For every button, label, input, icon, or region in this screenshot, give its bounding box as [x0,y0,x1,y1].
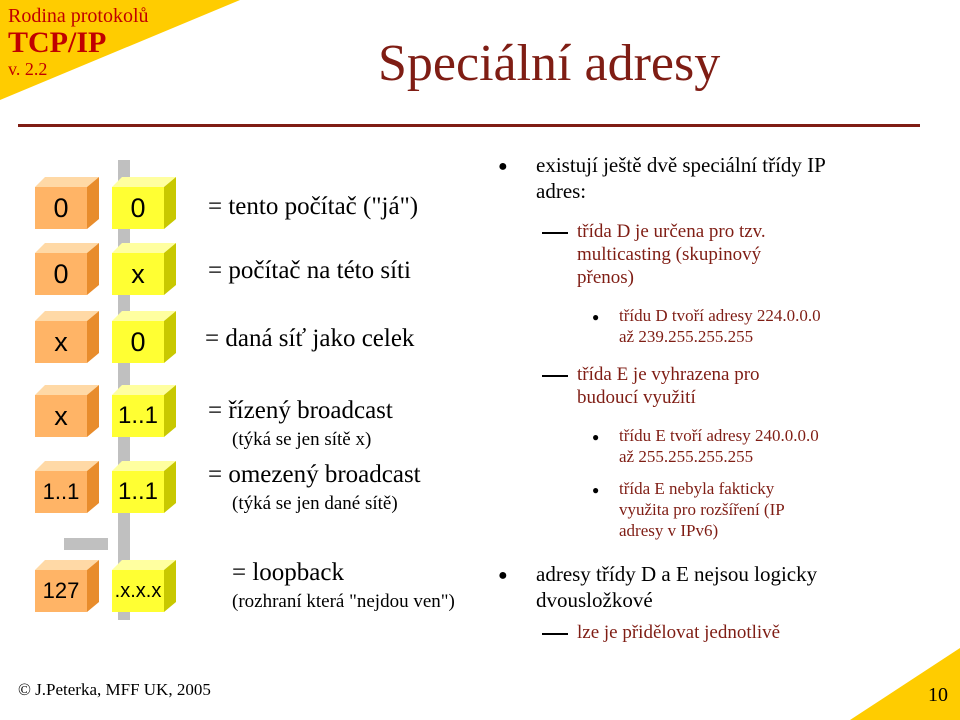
block-left: 0 [35,177,99,229]
row-description: = řízený broadcast [208,397,393,424]
dash-marker [542,375,568,377]
block-right: 1..1 [112,461,176,513]
dash-marker [542,633,568,635]
bullet-dot: ● [592,483,600,497]
block-right: 0 [112,311,176,363]
row-subdescription: (týká se jen dané sítě) [232,493,398,514]
row-subdescription: (týká se jen sítě x) [232,429,372,450]
block-left: 1..1 [35,461,99,513]
sub-bullet-text: třída D je určena pro tzv. multicasting (skupinový přenos) [577,221,766,288]
sub-bullet-text: lze je přidělovat jednotlivě [577,622,781,643]
dash-marker [542,232,568,234]
title-divider [18,124,920,127]
block-right: x [112,243,176,295]
sub-sub-bullet-text: třídu E tvoří adresy 240.0.0.0 až 255.255.255.255 [619,426,819,466]
sub-sub-bullet-text: třídu D tvoří adresy 224.0.0.0 až 239.255.255.255 [619,306,821,346]
bullet-dot: ● [592,310,600,324]
block-left: x [35,385,99,437]
row-description: = tento počítač ("já") [208,193,419,220]
block-left: 127 [35,560,99,612]
block-left: x [35,311,99,363]
block-left: 0 [35,243,99,295]
series-line-1: Rodina protokolů [8,5,149,27]
page-number: 10 [928,684,948,706]
series-line-2: TCP/IP [8,26,107,59]
bullet-text: adresy třídy D a E nejsou logicky dvousložkové [536,562,818,612]
bullet-dot: ● [498,158,508,175]
block-right: 0 [112,177,176,229]
bullet-dot: ● [498,567,508,584]
row-subdescription: (rozhraní která "nejdou ven") [232,591,455,612]
copyright-footer: © J.Peterka, MFF UK, 2005 [18,680,211,699]
series-version: v. 2.2 [8,59,48,79]
bullet-dot: ● [592,430,600,444]
series-label [8,6,149,78]
block-right: .x.x.x [112,560,176,612]
sub-bullet-text: třída E je vyhrazena pro budoucí využití [577,364,760,408]
slide-title: Speciální adresy [378,35,721,92]
block-right: 1..1 [112,385,176,437]
row-description: = omezený broadcast [208,461,421,488]
row-description: = daná síť jako celek [205,325,415,352]
row-description: = loopback [232,559,344,586]
connector-bar [64,538,108,550]
bullet-text: existují ještě dvě speciální třídy IP adres: [536,153,826,203]
sub-sub-bullet-text: třída E nebyla fakticky využita pro rozšíření (IP adresy v IPv6) [619,479,785,540]
row-description: = počítač na této síti [208,257,411,284]
